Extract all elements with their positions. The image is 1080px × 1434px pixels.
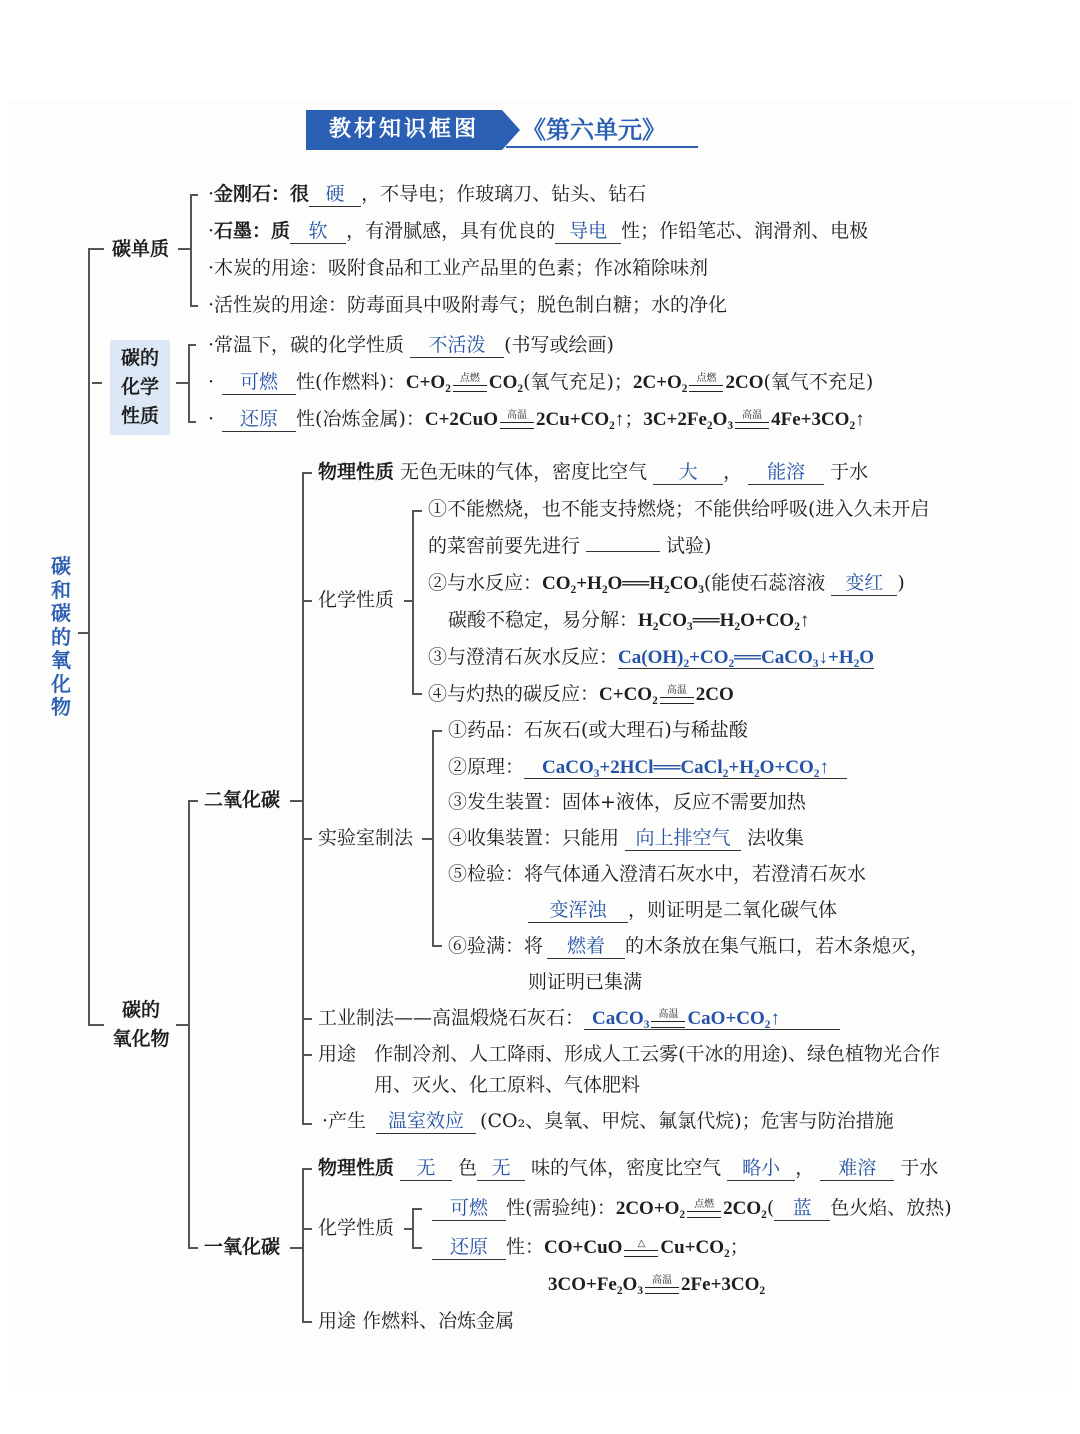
answer-blank: 大 [653, 460, 723, 485]
bracket-tick [432, 730, 442, 732]
lab-step-5a: ⑤检验：将气体通入澄清石灰水中，若澄清石灰水 [448, 863, 867, 885]
co2-label: 二氧化碳 [204, 789, 281, 811]
root-stem [78, 632, 88, 634]
bracket-tick [190, 194, 198, 196]
root-branch-top [88, 248, 104, 250]
answer-blank: 变红 [831, 571, 897, 596]
bracket-stem [404, 600, 412, 602]
co-chem-reducing: 还原 性：CO+CuO △ Cu+CO₂； [432, 1234, 749, 1261]
co-physical-row: 物理性质 无 色 无 味的气体，密度比空气 略小 ， 难溶 于水 [318, 1157, 939, 1179]
bracket-co2-lab [432, 730, 434, 946]
bracket-stem [178, 248, 190, 250]
bracket-co-chem [412, 1208, 414, 1248]
answer-blank: 难溶 [820, 1156, 894, 1181]
bracket-tick [188, 344, 196, 346]
lab-step-6b: 则证明已集满 [528, 971, 643, 993]
co-use-row: 用途 作燃料、冶炼金属 [318, 1310, 515, 1332]
bracket-stem [290, 800, 302, 802]
bracket-tick [412, 693, 422, 695]
answer-blank: 可燃 [222, 370, 296, 395]
bracket-tick [302, 600, 312, 602]
co2-chem-2: ②与水反应：CO₂+H₂O══H₂CO₃(能使石蕊溶液 变红 ) [428, 572, 905, 594]
answer-blank: 无 [477, 1156, 525, 1181]
bracket-stem [290, 1247, 302, 1249]
answer-blank: 变浑浊 [528, 898, 628, 923]
bracket-oxides [188, 800, 190, 1248]
co2-industry-row: 工业制法——高温煅烧石灰石： CaCO₃ 高温 CaO+CO₂↑ [318, 1005, 840, 1032]
bracket-tick [188, 421, 196, 423]
activated-carbon-row: ·活性炭的用途：防毒面具中吸附毒气；脱色制白糖；水的净化 [208, 294, 728, 316]
co-chem-label: 化学性质 [318, 1217, 395, 1239]
bracket-tick [302, 1228, 312, 1230]
bracket-tick [412, 1208, 422, 1210]
diamond-row: ·金刚石：很 硬 ，不导电；作玻璃刀、钻头、钻石 [208, 183, 647, 205]
bracket-co2-chem [412, 510, 414, 694]
root-bracket [88, 248, 90, 1024]
graphite-row: ·石墨：质 软 ，有滑腻感，具有优良的 导电 性；作铅笔芯、润滑剂、电极 [208, 220, 869, 242]
answer-blank: 可燃 [432, 1196, 506, 1221]
bracket-tick [302, 838, 312, 840]
bracket-tick [188, 1247, 198, 1249]
co2-use-row-2: 用、灭火、化工原料、气体肥料 [374, 1074, 641, 1096]
lab-step-4: ④收集装置：只能用 向上排空气 法收集 [448, 827, 805, 849]
co2-chem-1a: ①不能燃烧，也不能支持燃烧；不能供给呼吸(进入久未开启 [428, 498, 930, 520]
bracket-co2 [302, 472, 304, 1124]
answer-blank: 不活泼 [410, 333, 504, 358]
answer-blank: 略小 [727, 1156, 795, 1181]
bracket-elements [190, 194, 192, 306]
lab-step-6a: ⑥验满：将 燃着 的木条放在集气瓶口，若木条熄灭， [448, 935, 930, 957]
chem-row-combustible: · 可燃 性(作燃料)：C+O₂ 点燃 CO₂(氧气充足)；2C+O₂ 点燃 2CO(氧气不充足) [208, 371, 874, 393]
title-main: 教材知识框图 [306, 110, 502, 150]
chem-row-reducing: · 还原 性(冶炼金属)：C+2CuO 高温 2Cu+CO₂↑；3C+2Fe₂O₃ 高温 4Fe+3CO₂↑ [208, 408, 865, 430]
root-branch-bottom [88, 1024, 104, 1026]
co-chem-reducing-2: 3CO+Fe₂O₃ 高温 2Fe+3CO₂ [548, 1274, 766, 1295]
carbon-chem-label: 碳的 化学 性质 [110, 340, 170, 435]
co2-produce-row: ·产生 温室效应 (CO₂、臭氧、甲烷、氟氯代烷)；危害与防治措施 [322, 1110, 894, 1132]
bracket-tick [302, 472, 312, 474]
bracket-chem [188, 344, 190, 422]
answer-blank: 还原 [432, 1235, 506, 1260]
answer-blank: 硬 [309, 182, 361, 207]
bracket-tick [432, 945, 442, 947]
root-title: 碳和碳的氧化物 [51, 554, 71, 719]
charcoal-row: ·木炭的用途：吸附食品和工业产品里的色素；作冰箱除味剂 [208, 257, 709, 279]
co2-chem-3: 碳酸不稳定，易分解：H₂CO₃══H₂O+CO₂↑ [448, 609, 810, 631]
co2-use-row: 用途 作制冷剂、人工降雨、形成人工云雾(干冰的用途)、绿色植物光合作 [318, 1043, 940, 1065]
answer-blank: 向上排空气 [625, 826, 741, 851]
bracket-tick [302, 1123, 312, 1125]
bracket-stem [176, 1024, 188, 1026]
lab-step-5b: 变浑浊 ，则证明是二氧化碳气体 [528, 897, 837, 923]
co-chem-combustible: 可燃 性(需验纯)：2CO+O₂ 点燃 2CO₂( 蓝 色火焰、放热) [432, 1195, 952, 1222]
answer-blank: 软 [290, 219, 346, 244]
co2-lab-label: 实验室制法 [318, 827, 414, 849]
answer-blank: 导电 [555, 219, 621, 244]
co-label: 一氧化碳 [204, 1236, 281, 1258]
bracket-tick [190, 305, 198, 307]
answer-blank: 蓝 [774, 1196, 830, 1221]
lab-step-2: ②原理： CaCO₃+2HCl══CaCl₂+H₂O+CO₂↑ [448, 754, 847, 781]
bracket-co [302, 1168, 304, 1322]
bracket-stem [422, 838, 432, 840]
bracket-tick [412, 1247, 422, 1249]
bracket-tick [188, 800, 198, 802]
answer-blank: 温室效应 [376, 1109, 476, 1134]
co2-physical-row: 物理性质 无色无味的气体，密度比空气 大 ， 能溶 于水 [318, 461, 869, 483]
chem-row-1: ·常温下，碳的化学性质 不活泼 (书写或绘画) [208, 334, 614, 356]
title-arrow-icon [502, 110, 520, 150]
answer-blank [586, 551, 660, 552]
bracket-tick [412, 510, 422, 512]
title-underline [506, 146, 698, 148]
co2-chem-1b: 的菜窖前要先进行 试验) [428, 535, 712, 557]
answer-blank: 无 [400, 1156, 452, 1181]
bracket-tick [302, 1321, 312, 1323]
lab-step-3: ③发生装置：固体+液体，反应不需要加热 [448, 791, 806, 813]
bracket-stem [176, 382, 188, 384]
bracket-tick [302, 1168, 312, 1170]
chem-stem [92, 382, 102, 384]
co2-chem-label: 化学性质 [318, 589, 395, 611]
bracket-tick [302, 1054, 312, 1056]
title-sub: 《第六单元》 [522, 116, 666, 144]
bracket-tick [302, 1018, 312, 1020]
bracket-stem [404, 1228, 412, 1230]
lab-step-1: ①药品：石灰石(或大理石)与稀盐酸 [448, 719, 748, 741]
answer-blank: 能溶 [748, 460, 824, 485]
answer-blank: 还原 [222, 407, 296, 432]
co2-chem-5: ④与灼热的碳反应：C+CO₂ 高温 2CO [428, 683, 734, 705]
oxides-label: 碳的 氧化物 [112, 999, 170, 1050]
co2-chem-4: ③与澄清石灰水反应：Ca(OH)₂+CO₂══CaCO₃↓+H₂O [428, 646, 875, 668]
answer-blank: 燃着 [547, 934, 625, 959]
carbon-elements-label: 碳单质 [112, 238, 170, 260]
